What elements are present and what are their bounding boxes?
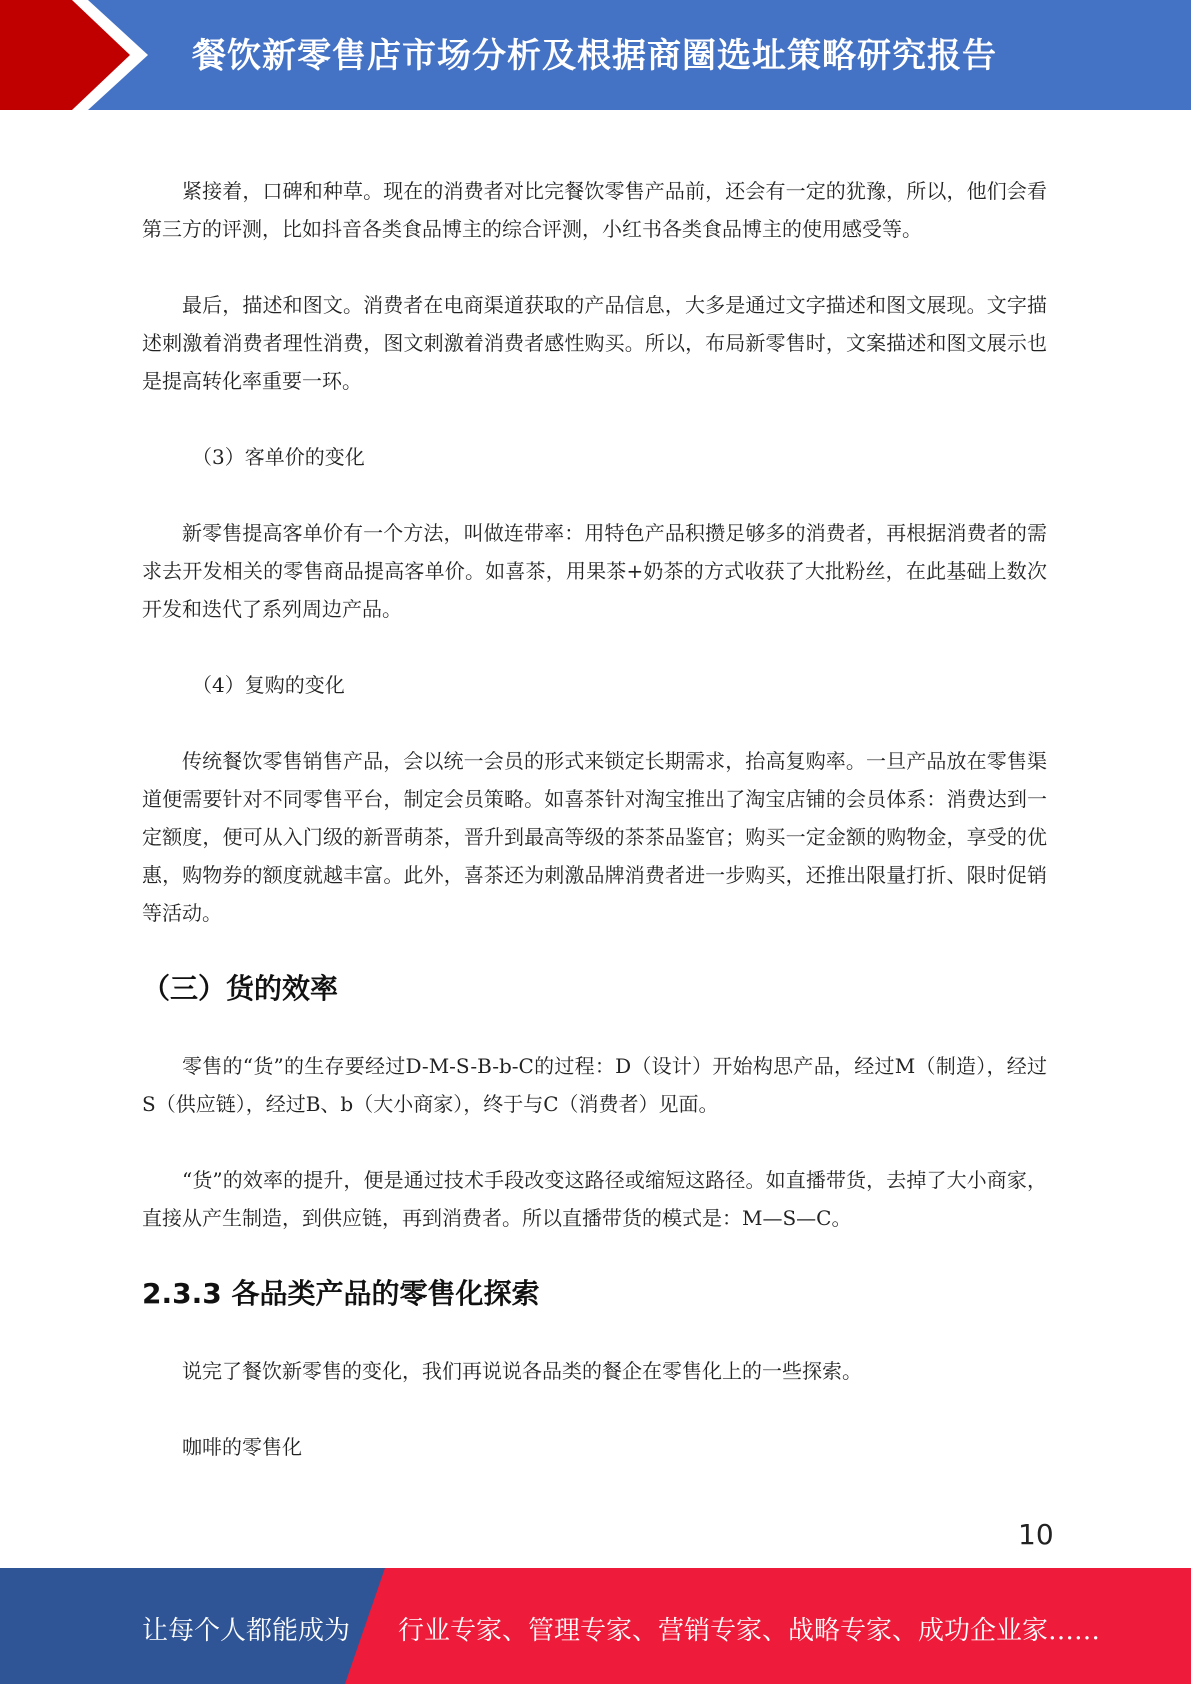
paragraph-unit-price: 新零售提高客单价有一个方法，叫做连带率：用特色产品积攒足够多的消费者，再根据消费者的需求去开发相关的零售商品提高客单价。如喜茶，用果茶+奶茶的方式收获了大批粉丝，在此基础上数次开发和迭代了系列周边产品。: [142, 521, 1047, 621]
footer-slogan-right: 行业专家、管理专家、营销专家、战略专家、成功企业家……: [398, 1616, 1101, 1646]
paragraph-description-images: 最后，描述和图文。消费者在电商渠道获取的产品信息，大多是通过文字描述和图文展现。文字描述刺激着消费者理性消费，图文刺激着消费者感性购买。所以，布局新零售时，文案描述和图文展示也是提高转化率重要一环。: [142, 293, 1047, 393]
subheading-repurchase: （4）复购的变化: [192, 673, 345, 697]
page-footer: [0, 1568, 1191, 1684]
paragraph-goods-efficiency: “货”的效率的提升，便是通过技术手段改变这路径或缩短这路径。如直播带货，去掉了大小商家，直接从产生制造，到供应链，再到消费者。所以直播带货的模式是：M—S—C。: [142, 1168, 1047, 1230]
paragraph-category-intro: 说完了餐饮新零售的变化，我们再说说各品类的餐企在零售化上的一些探索。: [182, 1359, 862, 1383]
footer-slogan-left: 让每个人都能成为: [142, 1616, 351, 1646]
report-title: 餐饮新零售店市场分析及根据商圈选址策略研究报告: [192, 36, 997, 76]
paragraph-repurchase: 传统餐饮零售销售产品，会以统一会员的形式来锁定长期需求，抬高复购率。一旦产品放在零售渠道便需要针对不同零售平台，制定会员策略。如喜茶针对淘宝推出了淘宝店铺的会员体系：消费达到一定额度，便可从入门级的新晋萌茶，晋升到最高等级的茶茶品鉴官；购买一定金额的购物金，享受的优惠，购物券的额度就越丰富。此外，喜茶还为刺激品牌消费者进一步购买，还推出限量打折、限时促销等活动。: [142, 749, 1047, 925]
paragraph-goods-process: 零售的“货”的生存要经过D-M-S-B-b-C的过程：D（设计）开始构思产品，经过M（制造），经过S（供应链），经过B、b（大小商家），终于与C（消费者）见面。: [142, 1054, 1047, 1116]
page-number: 10: [1018, 1518, 1054, 1551]
paragraph-word-of-mouth: 紧接着，口碑和种草。现在的消费者对比完餐饮零售产品前，还会有一定的犹豫，所以，他们会看第三方的评测，比如抖音各类食品博主的综合评测，小红书各类食品博主的使用感受等。: [142, 179, 1047, 241]
subheading-unit-price: （3）客单价的变化: [192, 445, 365, 469]
page-header: [0, 0, 1191, 110]
header-arrow-decoration: [0, 0, 150, 110]
section-heading-goods-efficiency: （三）货的效率: [142, 972, 339, 1005]
section-heading-2-3-3: 2.3.3 各品类产品的零售化探索: [142, 1277, 540, 1310]
paragraph-coffee-retail: 咖啡的零售化: [182, 1435, 302, 1459]
